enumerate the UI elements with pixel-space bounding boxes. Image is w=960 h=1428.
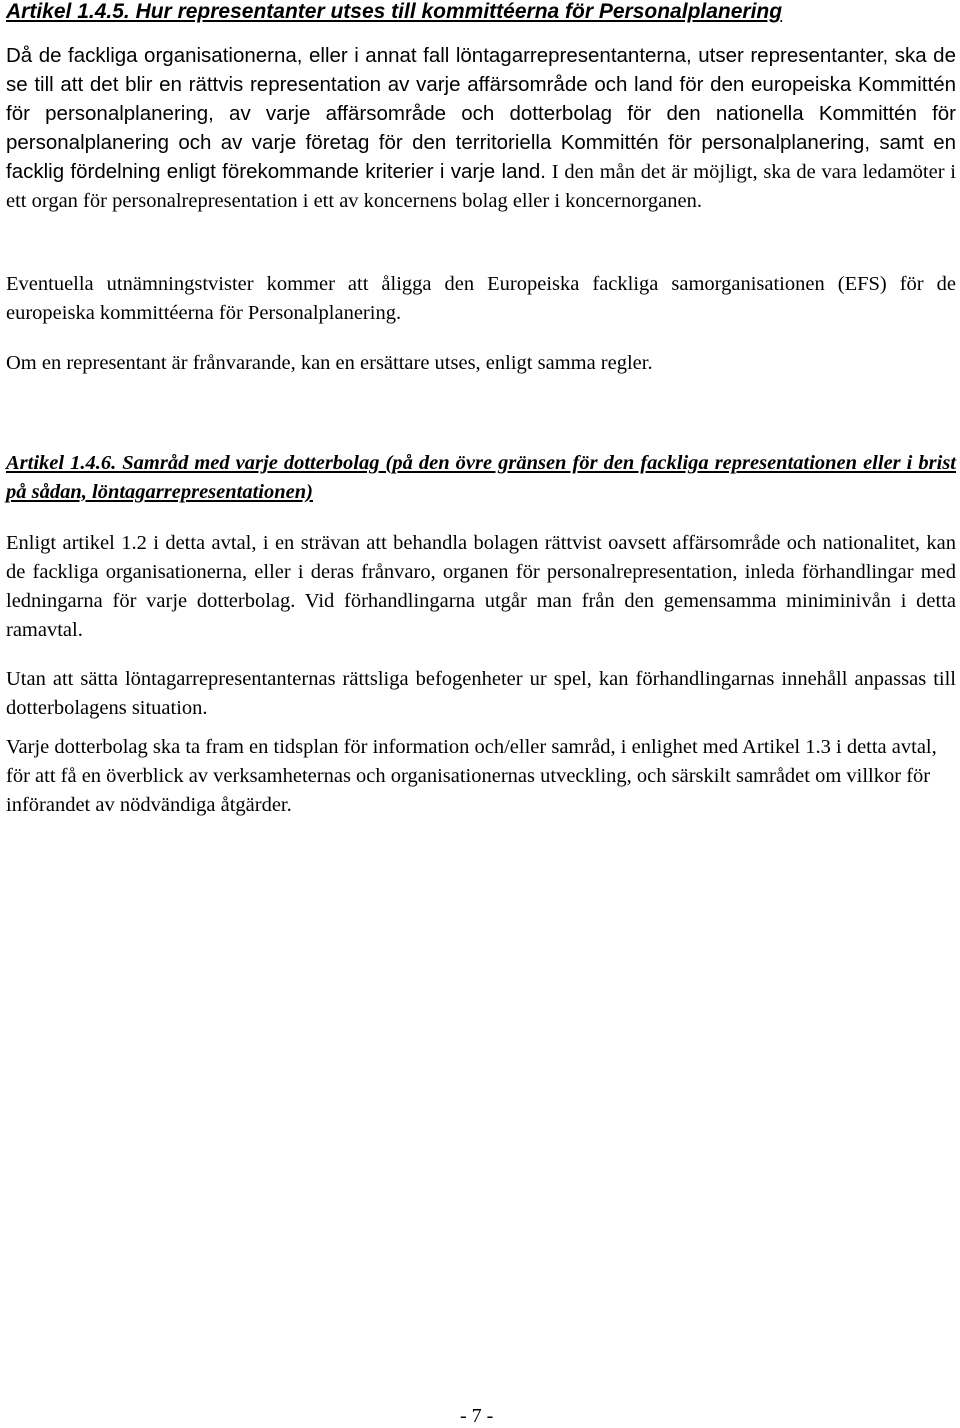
paragraph-representation-rules-text: Då de fackliga organisationerna, eller i annat fall löntagarrepresentanterna, utser representanter, ska de se till att det blir en rättvis representation av varje affärsområde och land för den europeiska Kommittén för personalplanering, av varje affärsområde och dotterbolag för den nationella Kommittén för personalplanering och av varje företag för den territoriella Kommittén för personalplanering, samt en facklig fördelning enligt förekommande kriterier i varje land. (6, 44, 956, 183)
paragraph-substitute: Om en representant är frånvarande, kan en ersättare utses, enligt samma regler. (6, 352, 653, 374)
section-heading-1-4-5: Artikel 1.4.5. Hur representanter utses till kommittéerna för Personalplanering (6, 0, 783, 23)
paragraph-adaptation: Utan att sätta löntagarrepresentanternas rättsliga befogenheter ur spel, kan förhandlingarnas innehåll anpassas till dotterbolagens situation. (6, 668, 956, 719)
section-heading-1-4-6: Artikel 1.4.6. Samråd med varje dotterbolag (på den övre gränsen för den fackliga representationen eller i brist på sådan, löntagarrepresentationen) (6, 452, 956, 503)
paragraph-schedule: Varje dotterbolag ska ta fram en tidsplan för information och/eller samråd, i enlighet med Artikel 1.3 i detta avtal, för att få en överblick av verksamheternas och organisationernas utveckling, och särskilt samrådet om villkor för införandet av nödvändiga åtgärder. (6, 736, 937, 816)
paragraph-membership-text: I den mån det är möjligt, ska de vara ledamöter i ett organ för personalrepresentation i ett av koncernens bolag eller i koncernorganen. (6, 160, 956, 212)
paragraph-negotiations: Enligt artikel 1.2 i detta avtal, i en strävan att behandla bolagen rättvist oavsett affärsområde och nationalitet, kan de fackliga organisationerna, eller i deras frånvaro, organen för personalrepresentation, inleda förhandlingar med ledningarna för varje dotterbolag. Vid förhandlingarna utgår man från den gemensamma miniminivån i detta ramavtal. (6, 532, 956, 641)
paragraph-representation-rules (6, 42, 956, 215)
page-number: - 7 - (460, 1405, 494, 1427)
paragraph-appointment-disputes: Eventuella utnämningstvister kommer att åligga den Europeiska fackliga samorganisationen (EFS) för de europeiska kommittéerna för Personalplanering. (6, 273, 956, 324)
